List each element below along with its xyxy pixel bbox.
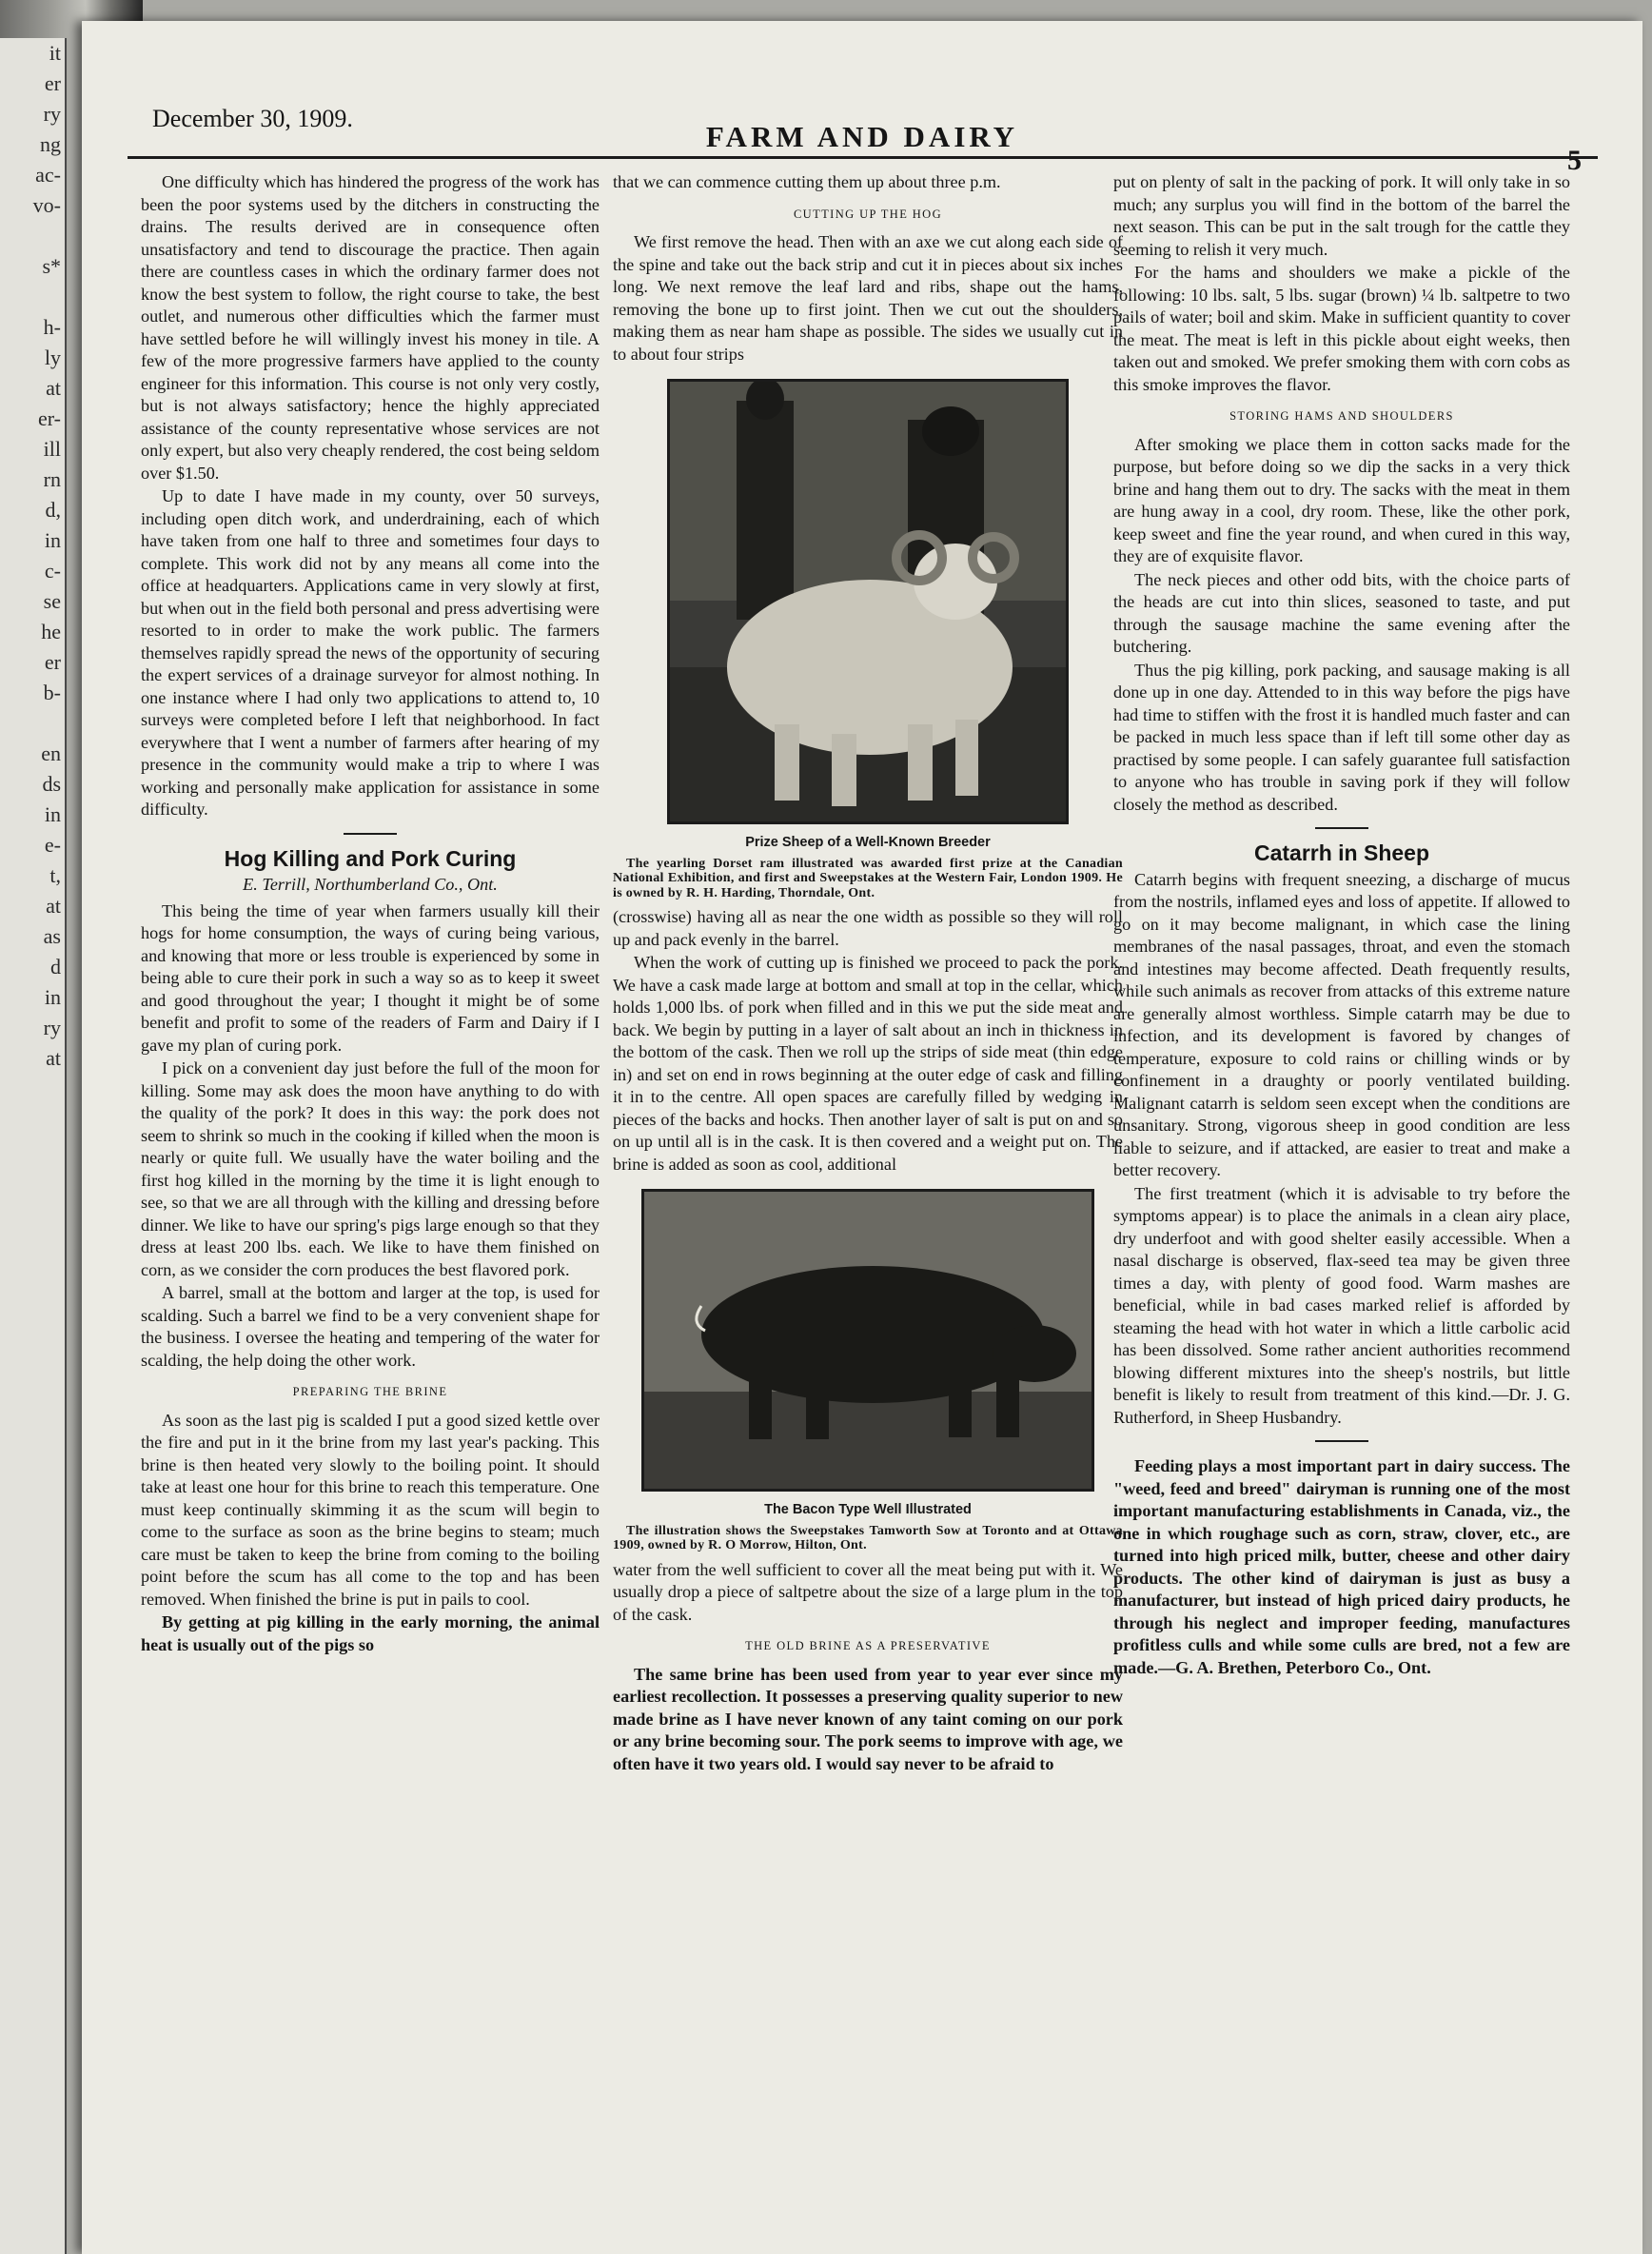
adjacent-page-fragment: e-: [44, 833, 61, 857]
publication-title: FARM AND DAIRY: [705, 120, 1019, 153]
adjacent-page-fragment: c-: [44, 559, 61, 583]
adjacent-page-fragment: ry: [43, 1016, 61, 1039]
adjacent-page-fragment: er-: [38, 406, 61, 430]
adjacent-page-fragment: en: [41, 741, 61, 765]
subheading: PREPARING THE BRINE: [292, 1385, 448, 1398]
adjacent-page-fragment: in: [44, 802, 61, 826]
paragraph: A barrel, small at the bottom and larger at the top, is used for scalding. Such a barrel we find to be a very convenient shape for the business. I oversee the heating and tempering of the water for scalding, the help doing the other work.: [141, 1283, 600, 1370]
subheading: STORING HAMS AND SHOULDERS: [1229, 409, 1454, 423]
paragraph: For the hams and shoulders we make a pickle of the following: 10 lbs. salt, 5 lbs. sugar (brown) ¼ lb. saltpetre to two pails of water; boil and skim. Make in sufficient quantity to cover the meat. The meat is left in this pickle about eight weeks, then taken out and smoked. We prefer smoking them with corn cobs as this smoke improves the flavor.: [1113, 263, 1570, 394]
paragraph: By getting at pig killing in the early morning, the animal heat is usually out of the pigs so: [141, 1612, 600, 1654]
sheep-photo: [667, 379, 1069, 824]
adjacent-page-fragment: [0, 221, 65, 251]
adjacent-page-fragment: ry: [43, 102, 61, 126]
paragraph: One difficulty which has hindered the progress of the work has been the poor systems used by the ditchers in constructing the drains. The results derived are in consequence often unsatisfactory and tend to discourage the practice. Then again there are countless cases in which the ordinary farmer does not know the best system to follow, the right course to take, the best outlet, and numerous other difficulties which the farmer must have settled before he will willingly invest his money in tile. A few of the more progressive farmers have applied to the county engineer for this information. This course is not only very costly, but is not always satisfactory; hence the highly appreciated assistance of the county representative whose services are not only expert, but also very cheaply rendered, the cost being seldom over $1.50.: [141, 172, 600, 483]
section-divider: [1315, 1440, 1368, 1442]
article-headline: Hog Killing and Pork Curing: [224, 845, 517, 871]
adjacent-page-fragment: he: [41, 620, 61, 643]
adjacent-page-fragment: ly: [44, 346, 61, 369]
column-2: [613, 171, 1123, 1775]
adjacent-page-fragment: in: [44, 528, 61, 552]
adjacent-page-fragment: [0, 708, 65, 739]
paragraph: put on plenty of salt in the packing of pork. It will only take in so much; any surplus you will find in the bottom of the barrel the next season. This can be put in the salt trough for the cattle they seeming to relish it very much.: [1113, 172, 1570, 259]
paragraph: The same brine has been used from year to year ever since my earliest recollection. It possesses a preserving quality superior to new made brine as I have never known of any taint coming on our pork or any brine becoming sour. The pork seems to improve with age, we often have it two years old. I would say never to be afraid to: [613, 1664, 1123, 1773]
paragraph: Up to date I have made in my county, over 50 surveys, including open ditch work, and underdraining, each of which have taken from one half to three and sometimes four days to complete. This work did not by any means all come into the office at headquarters. Applications came in very slowly at first, but when out in the field both personal and press advertising were resorted to in order to make the work public. The farmers themselves rapidly spread the news of the opportunity of securing the expert services of a drainage surveyor for almost nothing. In one instance where I had only two applications to attend to, 10 surveys were completed before I left that neighborhood. In fact everywhere that I went a number of farmers after hearing of my presence in the community would make a trip to where I was working and personally make application for assistance in some difficulty.: [141, 486, 600, 819]
adjacent-page-fragment: at: [46, 376, 61, 400]
paragraph: that we can commence cutting them up about three p.m.: [613, 172, 1001, 191]
paragraph: This being the time of year when farmers usually kill their hogs for home consumption, the ways of curing being various, and knowing that more or less trouble is experienced by some in being able to cure their pork in such a way so as to keep it sweet and good throughout the year; I thought it might be of some benefit and profit to some of the readers of Farm and Dairy if I gave my plan of curing pork.: [141, 900, 600, 1055]
photo-caption-title: Prize Sheep of a Well-Known Breeder: [745, 835, 991, 850]
adjacent-page-fragment: ill: [43, 437, 61, 461]
newspaper-page: [82, 21, 1642, 2254]
paragraph: When the work of cutting up is finished we proceed to pack the pork. We have a cask made large at bottom and small at top in the cellar, which holds 1,000 lbs. of pork when filled and in this we put the side meat and back. We begin by putting in a layer of salt about an inch in thickness in the bottom of the cask. Then we roll up the strips of side meat (thin edge in) and set on end in rows beginning at the outer edge of cask and filling it in to the centre. All open spaces are carefully filled by wedging in pieces of the backs and hocks. Then another layer of salt is put on and so on up until all is in the cask. It is then covered and a weight put on. The brine is added as soon as cool, additional: [613, 953, 1123, 1174]
adjacent-page-fragment: ds: [42, 772, 61, 796]
adjacent-page-fragment: s*: [42, 254, 61, 278]
column-1: [141, 171, 600, 1656]
adjacent-page-fragment: rn: [43, 467, 61, 491]
paragraph: We first remove the head. Then with an axe we cut along each side of the spine and take out the back strip and cut it in pieces about six inches long. We next remove the leaf lard and ribs, shape out the hams, removing the bone up to first joint. Then we cut out the shoulders, making them as near ham shape as possible. The sides we usually cut in to about four strips: [613, 232, 1123, 364]
photo-caption-title: The Bacon Type Well Illustrated: [764, 1502, 972, 1517]
photo-caption: The illustration shows the Sweepstakes Tamworth Sow at Toronto and at Ottawa 1909, owned by R. O Morrow, Hilton, Ont.: [613, 1523, 1123, 1552]
adjacent-page-fragment: er: [44, 650, 61, 674]
adjacent-page-fragment: d,: [45, 498, 61, 522]
paragraph: Catarrh begins with frequent sneezing, a discharge of mucus from the nostrils, inflamed eyes and loss of appetite. If allowed to go on it may become malignant, in which case the lining membranes of the nasal passages, throat, and even the stomach and intestines may become affected. Death frequently results, while such animals as recover from attacks of this extreme nature are generally almost worthless. Simple catarrh may be due to infection, and its development is favored by changes of temperature, exposure to cold rains or chilling winds or by confinement in a draughty or poorly ventilated building. Malignant catarrh is seldom seen except when the conditions are unsanitary. Strong, vigorous sheep in good condition are less liable to seizure, and if attacked, are easier to treat and make a better recovery.: [1113, 869, 1570, 1179]
adjacent-page-fragment: d: [50, 955, 61, 979]
adjacent-page-fragment: ac-: [35, 163, 61, 187]
adjacent-page-fragment: se: [43, 589, 61, 613]
adjacent-page-fragment: t,: [49, 863, 61, 887]
adjacent-page-edge: [0, 38, 67, 2254]
paragraph: water from the well sufficient to cover all the meat being put with it. We usually drop a piece of saltpetre about the size of a large plum in the top of the cask.: [613, 1559, 1123, 1624]
sow-photo: [641, 1189, 1094, 1492]
section-divider: [344, 833, 397, 835]
adjacent-page-fragment: as: [43, 924, 61, 948]
adjacent-page-fragment: [0, 282, 65, 312]
article-byline: E. Terrill, Northumberland Co., Ont.: [243, 875, 498, 894]
paragraph: Feeding plays a most important part in dairy success. The "weed, feed and breed" dairyman is running one of the most important manufacturing establishments in Canada, viz., the one in which roughage such as corn, straw, clover, etc., are turned into high priced milk, butter, cheese and other dairy products. The other kind of dairyman is just as busy a manufacturer, but instead of high priced dairy products, he through his neglect and improper feeding, manufactures profitless culls and while some culls are bred, not a few are made.—G. A. Brethen, Peterboro Co., Ont.: [1113, 1456, 1570, 1677]
adjacent-page-fragment: b-: [43, 681, 61, 704]
paragraph: The first treatment (which it is advisable to try before the symptoms appear) is to place the animals in a clean airy place, dry underfoot and with good shelter easily accessible. When a nasal discharge is observed, flax-seed tea may be given three times a day, with plenty of good food. Warm mashes are beneficial, while in bad cases marked relief is afforded by steaming the head with hot water in which a little carbolic acid has been dissolved. Some rather ancient authorities recommend blowing different mixtures into the sheep's nostrils, but little benefit is likely to result from treatment of this kind.—Dr. J. G. Rutherford, in Sheep Husbandry.: [1113, 1183, 1570, 1427]
masthead: [82, 21, 1642, 176]
paragraph: I pick on a convenient day just before the full of the moon for killing. Some may ask does the moon have anything to do with the quality of the pork? It does in this way: the pork does not seem to shrink so much in the cooking if killed when the moon is nearly or quite full. We usually have the water boiling and the first hog killed in the morning by the time it is light enough to see, so that we are all through with the killing and dressing before dinner. We like to have our spring's pigs large enough so that they dress at least 200 lbs. each. We like to have them finished on corn, as we consider the corn produces the best flavored pork.: [141, 1058, 600, 1279]
photo-caption: The yearling Dorset ram illustrated was awarded first prize at the Canadian National Exhibition, and first and Sweepstakes at the Western Fair, London 1909. He is owned by R. H. Harding, Thorndale, Ont.: [613, 856, 1123, 900]
sheep-illustration: [670, 382, 1066, 821]
subheading: CUTTING UP THE HOG: [793, 207, 943, 221]
paragraph: The neck pieces and other odd bits, with the choice parts of the heads are cut into thin slices, seasoned to taste, and put through the sausage machine the same evening after the butchering.: [1113, 569, 1570, 656]
subheading: THE OLD BRINE AS A PRESERVATIVE: [745, 1639, 991, 1652]
masthead-rule: [128, 156, 1598, 159]
adjacent-page-fragment: at: [46, 1046, 61, 1070]
column-3: [1113, 171, 1570, 1679]
section-divider: [1315, 827, 1368, 829]
adjacent-page-fragment: it: [49, 41, 61, 65]
paragraph: As soon as the last pig is scalded I put a good sized kettle over the fire and put in it the brine from my last year's packing. This brine is then heated very slowly to the boiling point. It should take at least one hour for this brine to reach this temperature. One must keep continually skimming it as the scum will begin to come to the surface as soon as the brine begins to steam; much care must be taken to keep the brine from coming to the boiling point before the scum has all come to the top and has been removed. When finished the brine is put in pails to cool.: [141, 1410, 600, 1609]
sow-illustration: [644, 1192, 1092, 1489]
adjacent-page-fragment: er: [44, 71, 61, 95]
page-number: 5: [1567, 145, 1582, 176]
paragraph: After smoking we place them in cotton sacks made for the purpose, but before doing so we dip the sacks in a very thick brine and hang them out to dry. The sacks with the meat in them are hung away in a cool, dry room. These, like the other pork, keep sweet and fine the year round, and when cured in this way, they are of exquisite flavor.: [1113, 434, 1570, 565]
adjacent-page-fragment: at: [46, 894, 61, 918]
adjacent-page-fragment: ng: [40, 132, 61, 156]
article-headline: Catarrh in Sheep: [1253, 840, 1430, 865]
issue-date: December 30, 1909.: [152, 105, 353, 132]
adjacent-page-fragment: in: [44, 985, 61, 1009]
paragraph: (crosswise) having all as near the one width as possible so they will roll up and pack evenly in the barrel.: [613, 907, 1123, 949]
paragraph: Thus the pig killing, pork packing, and sausage making is all done up in one day. Attended to in this way before the pigs have had time to stiffen with the frost it is handled much faster and can be packed in much less space than if left till some other day as practised by some people. I can safely guarantee full satisfaction to anyone who has trouble in saving pork if they will follow closely the method as described.: [1113, 660, 1570, 814]
adjacent-page-fragment: vo-: [32, 193, 61, 217]
adjacent-page-fragment: h-: [43, 315, 61, 339]
